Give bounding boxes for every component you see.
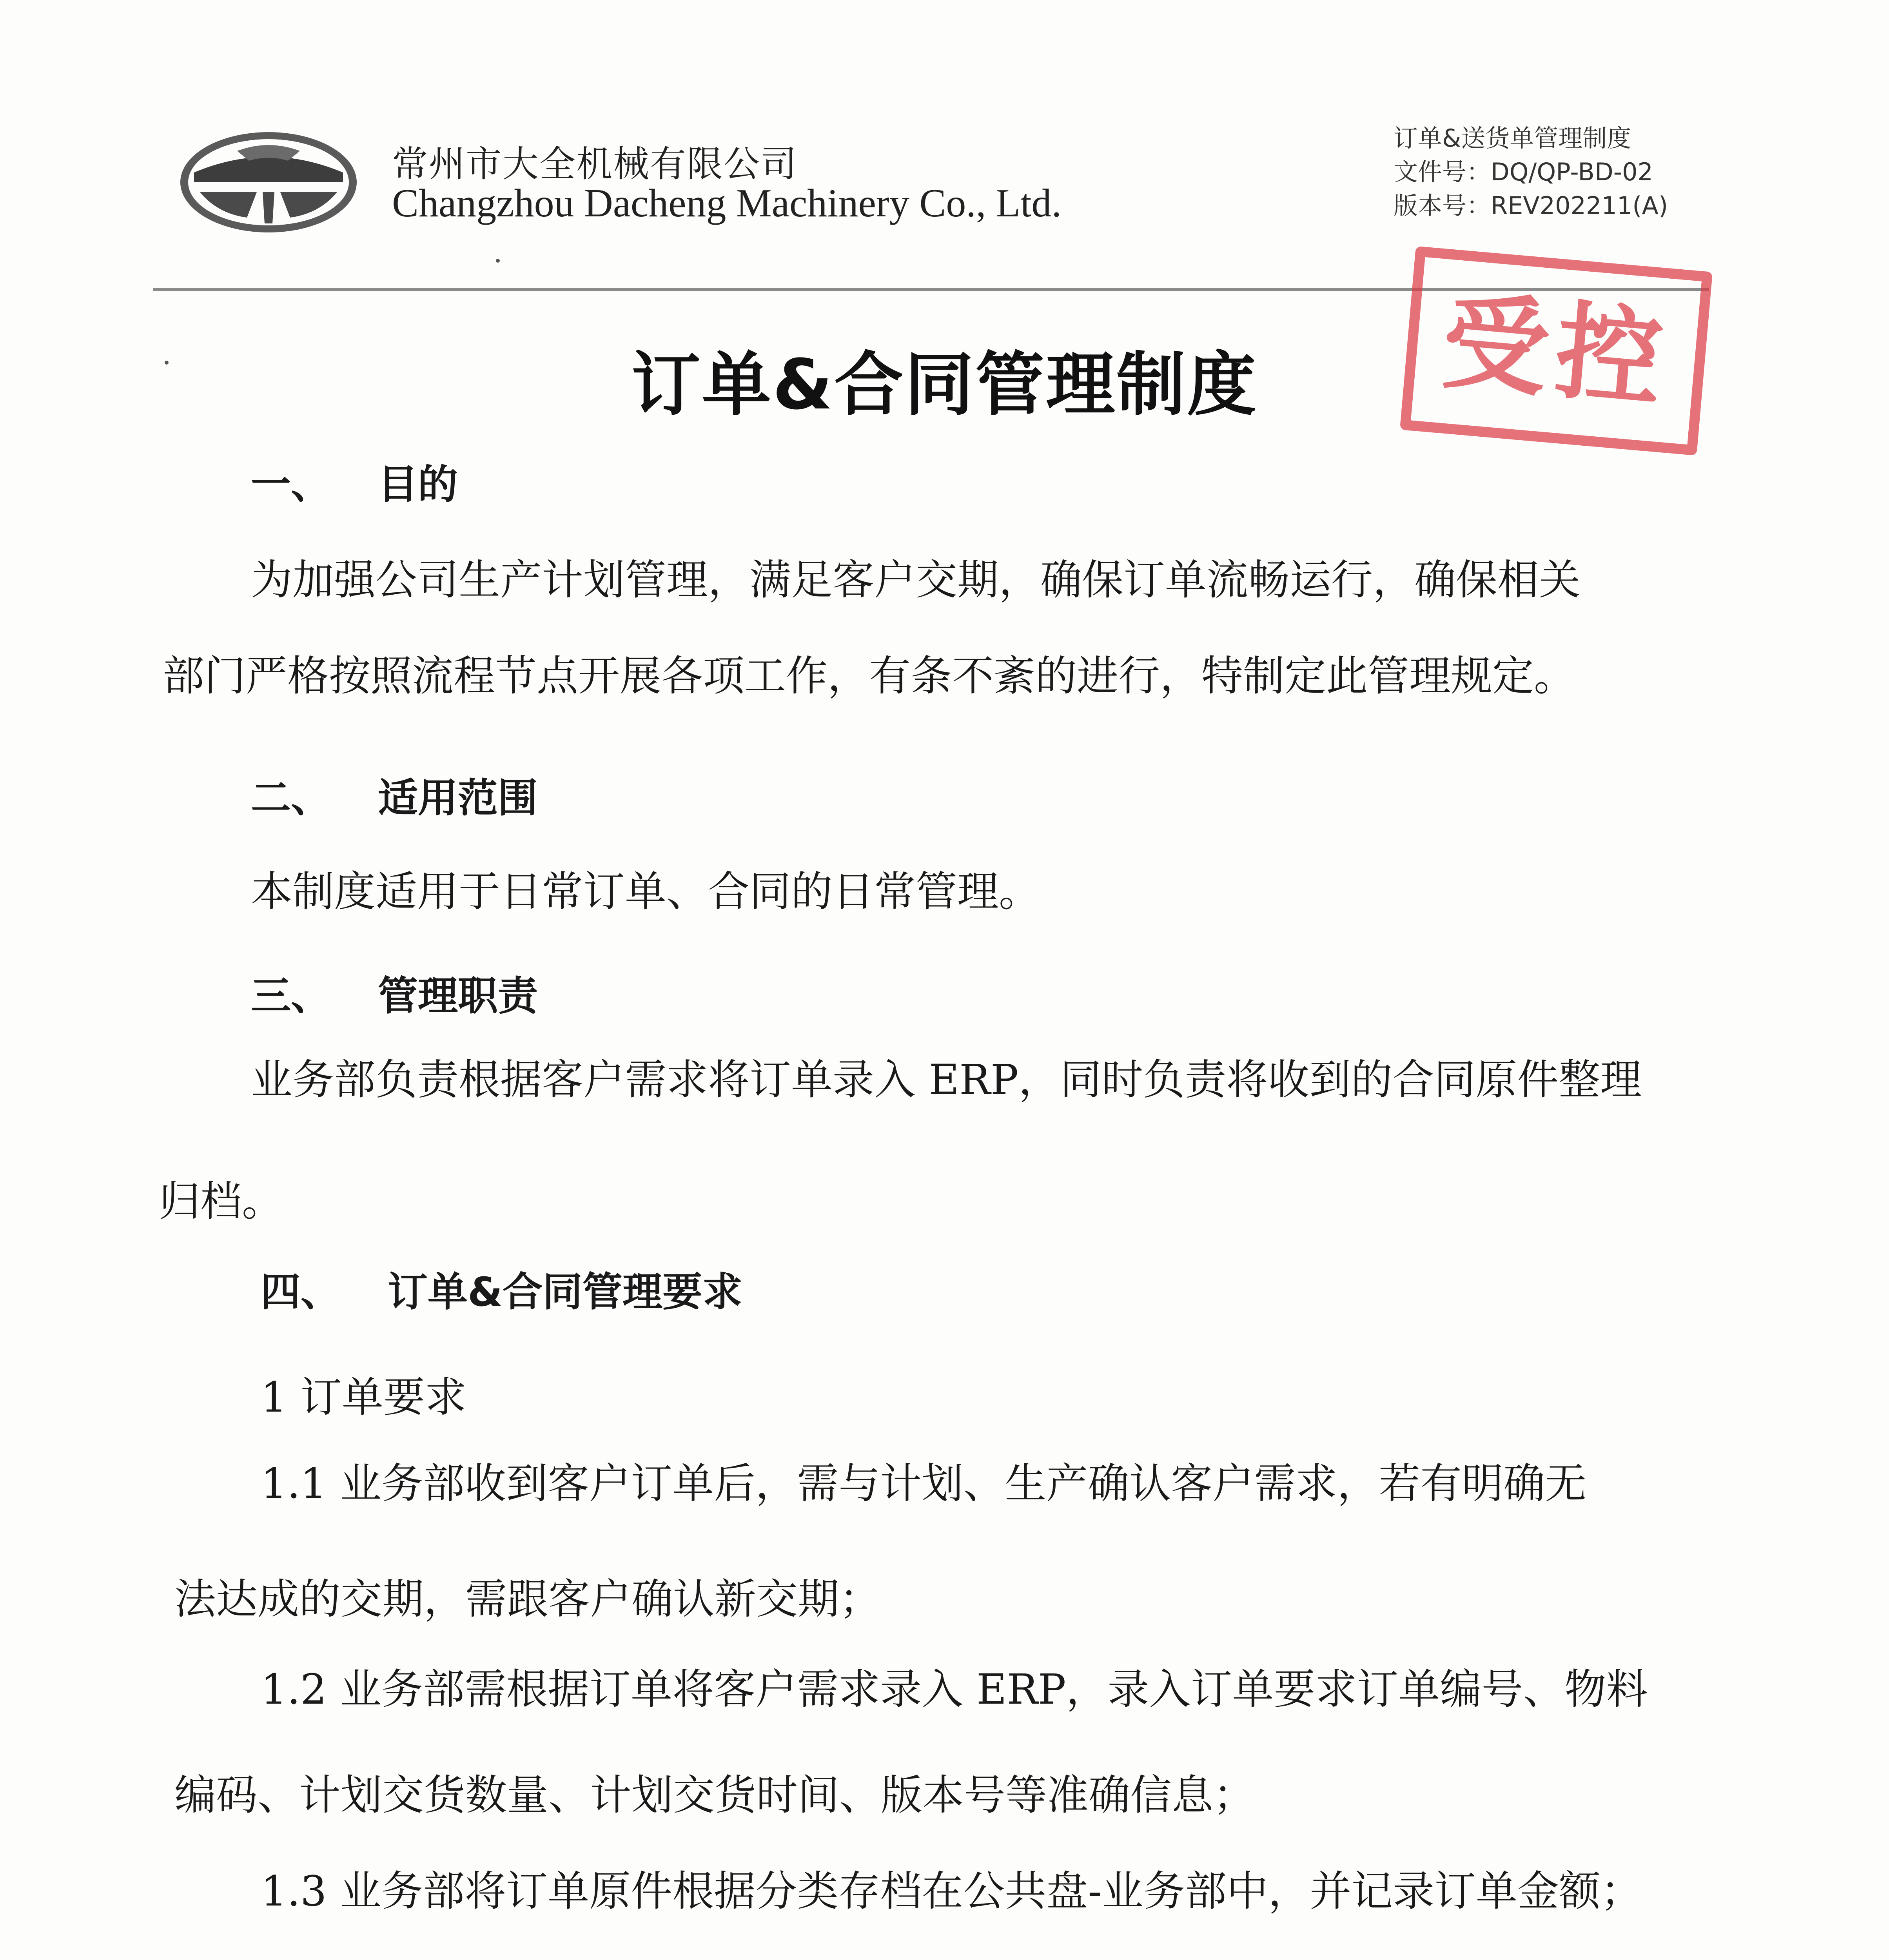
section-number: 三、 [251,973,331,1020]
subsection-title: 1 订单要求 [261,1373,467,1421]
document-title: 订单&合同管理制度 [631,345,1258,425]
section-heading [251,766,538,824]
paragraph-line: 本制度适用于日常订单、合同的日常管理。 [251,867,1040,916]
paragraph-line: 编码、计划交货数量、计划交货时间、版本号等准确信息； [174,1771,1255,1819]
section-heading [261,1260,742,1318]
section-number: 二、 [251,775,331,822]
section-title: 目的 [378,461,458,508]
section-title: 适用范围 [378,775,538,822]
paragraph-line: 1.2 业务部需根据订单将客户需求录入 ERP，录入订单要求订单编号、物料 [261,1665,1648,1713]
doc-number: 文件号：DQ/QP-BD-02 [1394,158,1653,186]
section-number: 四、 [261,1269,341,1316]
paragraph-line: 业务部负责根据客户需求将订单录入 ERP，同时负责将收到的合同原件整理 [251,1056,1642,1104]
company-logo [178,129,359,235]
paragraph-line: 法达成的交期，需跟客户确认新交期； [174,1575,881,1623]
section-title: 订单&合同管理要求 [388,1269,742,1316]
paragraph-line: 为加强公司生产计划管理，满足客户交期，确保订单流畅运行，确保相关 [251,556,1581,604]
doc-category: 订单&送货单管理制度 [1394,124,1631,152]
section-heading [251,453,458,510]
section-heading [251,964,538,1022]
document-meta [1394,122,1668,223]
doc-version: 版本号：REV202211(A) [1394,191,1668,220]
company-name-en: Changzhou Dacheng Machinery Co., Ltd. [392,181,1062,225]
paragraph-line: 部门严格按照流程节点开展各项工作，有条不紊的进行，特制定此管理规定。 [163,652,1575,700]
section-number: 一、 [251,461,331,508]
speck [496,259,500,263]
paragraph-line: 1.3 业务部将订单原件根据分类存档在公共盘-业务部中，并记录订单金额； [261,1867,1642,1915]
section-title: 管理职责 [378,973,538,1020]
stamp-text: 受控 [1437,279,1675,422]
paragraph-line: 1.1 业务部收到客户订单后，需与计划、生产确认客户需求，若有明确无 [261,1459,1587,1508]
company-name-cn: 常州市大全机械有限公司 [392,143,798,185]
paragraph-line: 归档。 [159,1177,283,1225]
